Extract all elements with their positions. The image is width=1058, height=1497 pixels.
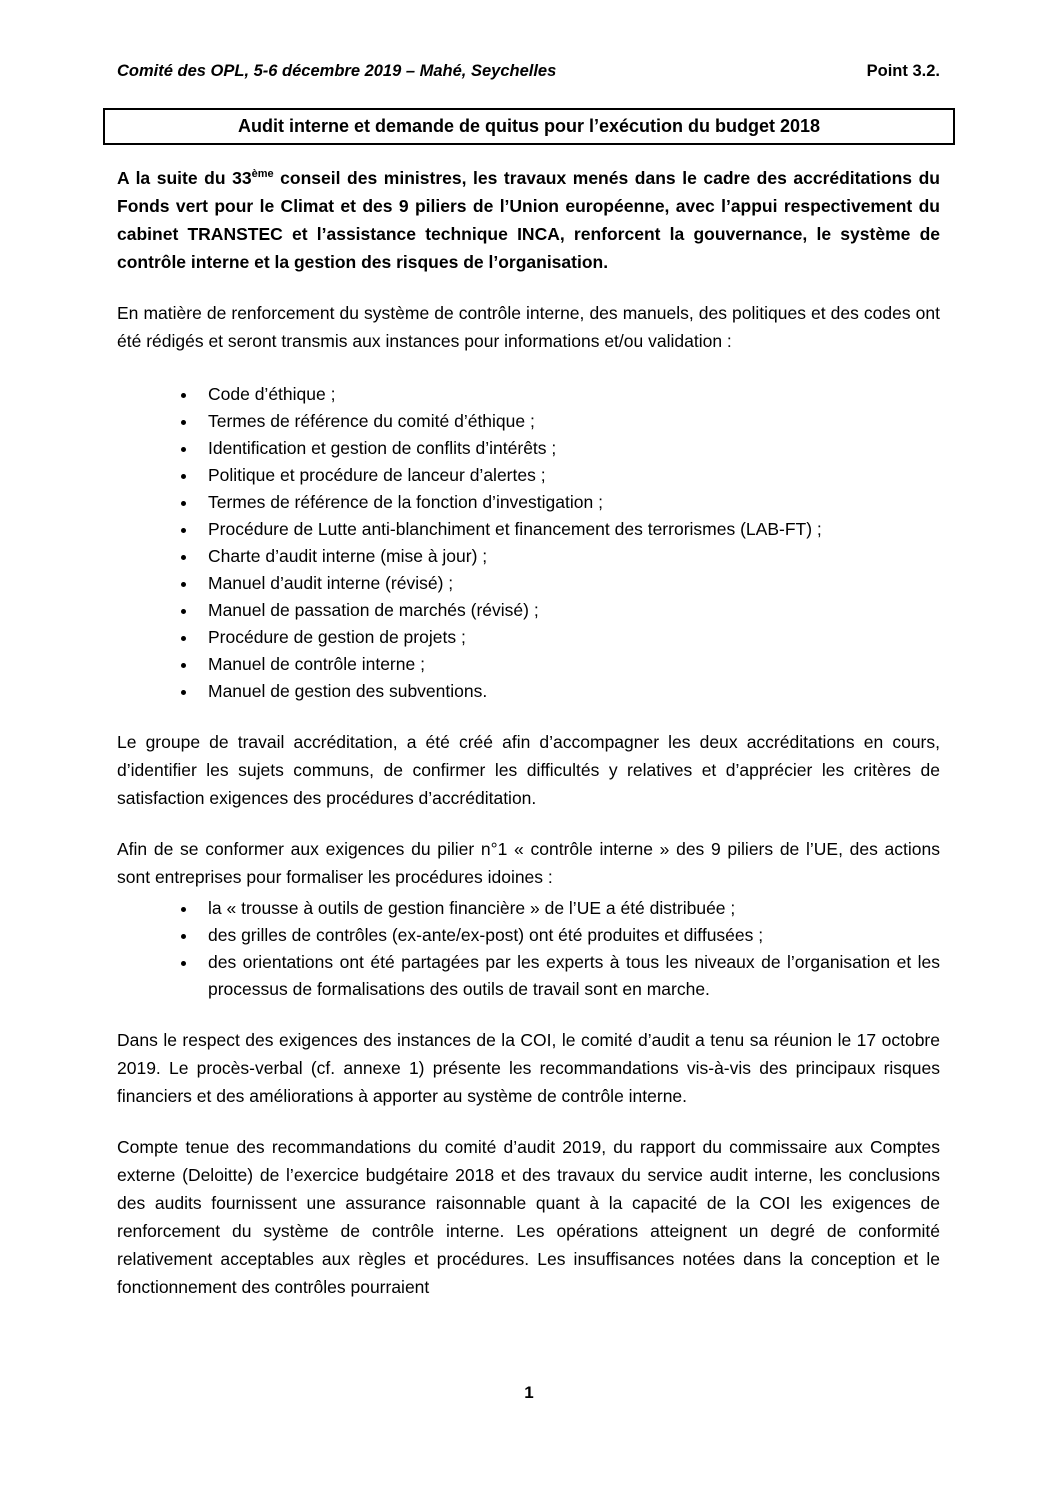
list-item: • Termes de référence de la fonction d’investigation ; bbox=[198, 489, 940, 516]
list-item: • Procédure de Lutte anti-blanchiment et financement des terrorismes (LAB-FT) ; bbox=[198, 516, 940, 543]
list-item: • la « trousse à outils de gestion financière » de l’UE a été distribuée ; bbox=[198, 895, 940, 922]
list-item: • Manuel de contrôle interne ; bbox=[198, 651, 940, 678]
paragraph-conclusions: Compte tenue des recommandations du comité d’audit 2019, du rapport du commissaire aux Comptes externe (Deloitte) de l’exercice budgétaire 2018 et des travaux du service audit interne, les conclusions des audits fournissent une assurance raisonnable quant à la capacité de la COI les exigences de renforcement du système de contrôle interne. Les opérations atteignent un degré de conformité relativement acceptables aux règles et procédures. Les insuffisances notées dans la conception et le fonctionnement des contrôles pourraient bbox=[117, 1137, 940, 1297]
list-item: • Charte d’audit interne (mise à jour) ; bbox=[198, 543, 940, 570]
paragraph-intro bbox=[117, 164, 940, 276]
paragraph-pillar-compliance: Afin de se conformer aux exigences du pilier n°1 « contrôle interne » des 9 piliers de l’UE, des actions sont entreprises pour formaliser les procédures idoines : bbox=[117, 839, 940, 887]
document-title-box bbox=[103, 108, 955, 145]
list-item: • des grilles de contrôles (ex-ante/ex-post) ont été produites et diffusées ; bbox=[198, 922, 940, 949]
list-item: • Termes de référence du comité d’éthique ; bbox=[198, 408, 940, 435]
page-header bbox=[117, 62, 940, 81]
intro-text-rest: conseil des ministres, les travaux menés dans le cadre des accréditations du Fonds vert pour le Climat et des 9 piliers de l’Union européenne, avec l’appui respectivement du cabinet TRANSTEC et l’assistance technique INCA, renforcent la gouvernance, le système de contrôle interne et la gestion des risques de l’organisation. bbox=[117, 168, 940, 272]
intro-ordinal-superscript: ème bbox=[251, 168, 274, 181]
list-item: • Manuel d’audit interne (révisé) ; bbox=[198, 570, 940, 597]
paragraph-internal-control: En matière de renforcement du système de contrôle interne, des manuels, des politiques et des codes ont été rédigés et seront transmis aux instances pour informations et/ou validation : bbox=[117, 303, 940, 351]
document-title: Audit interne et demande de quitus pour l’exécution du budget 2018 bbox=[237, 116, 821, 136]
list-item: • Manuel de passation de marchés (révisé) ; bbox=[198, 597, 940, 624]
list-item: • Politique et procédure de lanceur d’alertes ; bbox=[198, 462, 940, 489]
list-item: • Procédure de gestion de projets ; bbox=[198, 624, 940, 651]
list-item: • des orientations ont été partagées par les experts à tous les niveaux de l’organisation et les processus de formalisations des outils de travail sont en marche. bbox=[198, 949, 940, 1003]
actions-bullet-list bbox=[117, 895, 940, 1003]
paragraph-audit-committee: Dans le respect des exigences des instances de la COI, le comité d’audit a tenu sa réunion le 17 octobre 2019. Le procès-verbal (cf. annexe 1) présente les recommandations vis-à-vis des principaux risques financiers et des améliorations à apporter au système de contrôle interne. bbox=[117, 1030, 940, 1106]
paragraph-workgroup: Le groupe de travail accréditation, a été créé afin d’accompagner les deux accréditations en cours, d’identifier les sujets communs, de confirmer les difficultés y relatives et d’apprécier les critères de satisfaction exigences des procédures d’accréditation. bbox=[117, 732, 940, 808]
documents-bullet-list bbox=[117, 381, 940, 705]
header-agenda-point: Point 3.2. bbox=[866, 62, 940, 80]
list-item: • Identification et gestion de conflits d’intérêts ; bbox=[198, 435, 940, 462]
header-meeting-info: Comité des OPL, 5-6 décembre 2019 – Mahé, Seychelles bbox=[117, 62, 557, 80]
list-item: • Manuel de gestion des subventions. bbox=[198, 678, 940, 705]
list-item: • Code d’éthique ; bbox=[198, 381, 940, 408]
page-number: 1 bbox=[524, 1383, 534, 1402]
intro-text-prefix: A la suite du 33 bbox=[117, 168, 252, 188]
